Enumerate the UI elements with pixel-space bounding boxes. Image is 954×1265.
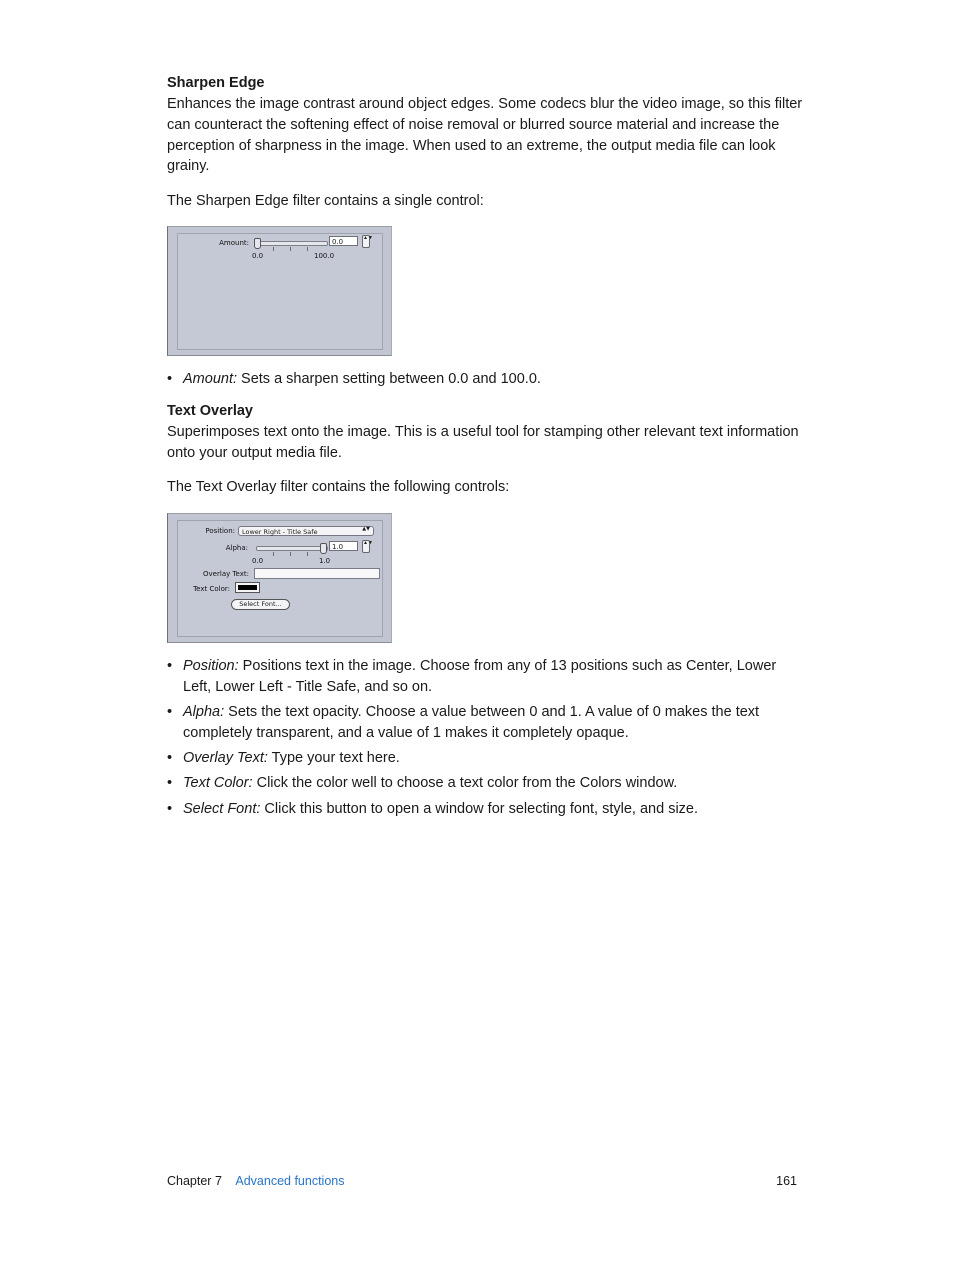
amount-tick <box>290 247 291 251</box>
text-color-swatch <box>238 585 257 590</box>
bullet-glyph: • <box>167 704 173 721</box>
amount-value-field[interactable]: 0.0 <box>329 236 358 246</box>
amount-tick <box>307 247 308 251</box>
text-overlay-intro-block <box>167 477 807 498</box>
bullet-glyph: • <box>167 775 173 792</box>
bullet-term: Select Font: <box>183 800 261 817</box>
sharpen-edge-description: Enhances the image contrast around object edges. Some codecs blur the video image, so this filter can counteract the softening effect of noise removal or blurred source material and increase the perception of sharpness in the image. When used to an extreme, the output media file can look grainy. <box>167 96 803 175</box>
overlay-text-field[interactable] <box>254 568 380 579</box>
amount-label: Amount: <box>219 239 249 247</box>
alpha-max-label: 1.0 <box>319 557 331 565</box>
overlay-text-label: Overlay Text: <box>203 570 249 578</box>
bullet-term: Position: <box>183 658 239 674</box>
list-item <box>167 748 807 769</box>
select-font-button[interactable]: Select Font... <box>231 599 290 610</box>
bullet-text: Click this button to open a window for selecting font, style, and size. <box>260 800 699 817</box>
alpha-stepper[interactable]: ▲▼ <box>362 540 370 553</box>
alpha-tick <box>307 552 308 556</box>
bullet-term: Overlay Text: <box>183 750 268 767</box>
sharpen-edge-intro: The Sharpen Edge filter contains a single control: <box>167 193 484 209</box>
footer-chapter <box>167 1173 345 1189</box>
alpha-min-label: 0.0 <box>252 557 264 565</box>
alpha-tick <box>290 552 291 556</box>
footer-chapter-label: Chapter 7 <box>167 1174 222 1188</box>
list-item <box>167 773 807 794</box>
bullet-text: Click the color well to choose a text color from the Colors window. <box>252 775 678 792</box>
sharpen-edge-section <box>167 73 807 177</box>
bullet-glyph: • <box>167 800 173 817</box>
bullet-glyph: • <box>167 658 173 674</box>
alpha-tick <box>273 552 274 556</box>
bullet-glyph: • <box>167 750 173 767</box>
bullet-text: Positions text in the image. Choose from any of 13 positions such as Center, Lower Left, Lower Left - Title Safe, and so on. <box>183 658 777 695</box>
page-number: 161 <box>776 1174 797 1188</box>
list-item <box>167 799 807 820</box>
text-color-well[interactable] <box>235 582 260 593</box>
text-overlay-bullets <box>167 656 807 820</box>
alpha-value-field[interactable]: 1.0 <box>329 541 358 551</box>
amount-slider-track[interactable] <box>256 241 328 246</box>
popup-arrows-icon: ▲▼ <box>362 526 370 532</box>
list-item <box>167 369 807 390</box>
bullet-glyph: • <box>167 371 173 387</box>
text-overlay-description: Superimposes text onto the image. This is a useful tool for stamping other relevant text information onto your output media file. <box>167 424 799 461</box>
text-overlay-intro: The Text Overlay filter contains the following controls: <box>167 479 510 495</box>
amount-min-label: 0.0 <box>252 252 264 260</box>
alpha-slider-thumb[interactable] <box>320 543 327 554</box>
sharpen-edge-heading: Sharpen Edge <box>167 75 265 91</box>
position-popup-value: Lower Right - Title Safe <box>242 528 318 536</box>
text-overlay-heading: Text Overlay <box>167 403 253 419</box>
amount-stepper[interactable]: ▲▼ <box>362 235 370 248</box>
bullet-term: Text Color: <box>183 775 253 792</box>
list-item <box>167 702 807 744</box>
sharpen-edge-bullets <box>167 369 807 390</box>
amount-slider-thumb[interactable] <box>254 238 261 249</box>
bullet-text: Sets the text opacity. Choose a value between 0 and 1. A value of 0 makes the text completely transparent, and a value of 1 makes it completely opaque. <box>183 704 760 741</box>
amount-tick <box>273 247 274 251</box>
sharpen-edge-intro-block <box>167 191 807 212</box>
position-popup[interactable] <box>238 526 374 536</box>
text-overlay-panel <box>167 513 392 643</box>
alpha-slider-track[interactable] <box>256 546 328 551</box>
bullet-term: Alpha: <box>183 704 225 721</box>
amount-max-label: 100.0 <box>314 252 335 260</box>
position-label: Position: <box>205 527 235 535</box>
bullet-text: Sets a sharpen setting between 0.0 and 100.0. <box>237 371 541 387</box>
text-color-label: Text Color: <box>193 585 230 593</box>
footer-section-link[interactable]: Advanced functions <box>235 1174 345 1188</box>
alpha-label: Alpha: <box>225 544 248 552</box>
list-item <box>167 656 807 698</box>
sharpen-edge-panel-inner <box>177 233 383 350</box>
bullet-term: Amount: <box>183 371 237 387</box>
sharpen-edge-panel <box>167 226 392 356</box>
bullet-text: Type your text here. <box>267 750 400 767</box>
text-overlay-section <box>167 401 807 464</box>
